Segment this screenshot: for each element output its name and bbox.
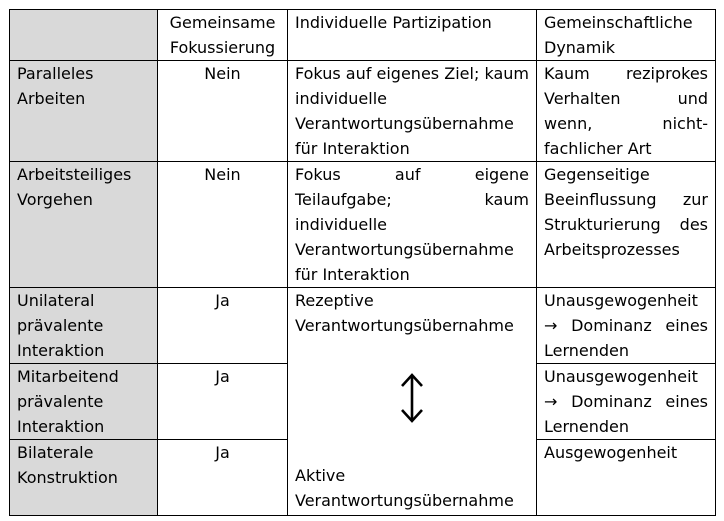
- participation-range-bottom: Aktive Verantwortungsübernahme: [295, 466, 514, 510]
- header-individuelle-partizipation: Individuelle Partizipation: [288, 10, 537, 61]
- header-empty-cell: [10, 10, 158, 61]
- row-label: Bilaterale Konstruktion: [10, 440, 158, 516]
- focus-cell: Ja: [158, 288, 288, 364]
- row-label: Arbeitsteiliges Vorgehen: [10, 162, 158, 288]
- focus-cell: Ja: [158, 440, 288, 516]
- focus-cell: Ja: [158, 364, 288, 440]
- dynamics-cell: Unausgewogenheit → Dominanz eines Lernenden: [537, 364, 716, 440]
- header-row: [10, 10, 716, 61]
- table-row: [10, 288, 716, 364]
- dynamics-cell: Ausgewogenheit: [537, 440, 716, 516]
- double-vertical-arrow-icon: [398, 372, 426, 424]
- row-label: Unilateral prävalente Interaktion: [10, 288, 158, 364]
- dynamics-cell: Kaum reziprokes Verhalten und wenn, nicht-fachlicher Art: [537, 61, 716, 162]
- focus-cell: Nein: [158, 61, 288, 162]
- row-label: Mitarbeitend prävalente Interaktion: [10, 364, 158, 440]
- dynamics-cell: Gegenseitige Beeinflussung zur Strukturierung des Arbeitsprozesses: [537, 162, 716, 288]
- participation-cell: Fokus auf eigenes Ziel; kaum individuelle Verantwortungsübernahme für Interaktion: [288, 61, 537, 162]
- header-gemeinsame-fokussierung: Gemeinsame Fokussierung: [158, 10, 288, 61]
- header-gemeinschaftliche-dynamik: Gemeinschaftliche Dynamik: [537, 10, 716, 61]
- row-label: Paralleles Arbeiten: [10, 61, 158, 162]
- table-container: [9, 9, 716, 516]
- participation-range-cell: [288, 288, 537, 516]
- table-row: [10, 61, 716, 162]
- dynamics-cell: Unausgewogenheit → Dominanz eines Lernenden: [537, 288, 716, 364]
- interaction-types-table: [9, 9, 716, 516]
- participation-range-top: Rezeptive Verantwortungsübernahme: [295, 291, 514, 335]
- participation-cell: Fokus auf eigene Teilaufgabe; kaum individuelle Verantwortungsübernahme für Interaktion: [288, 162, 537, 288]
- focus-cell: Nein: [158, 162, 288, 288]
- table-row: [10, 162, 716, 288]
